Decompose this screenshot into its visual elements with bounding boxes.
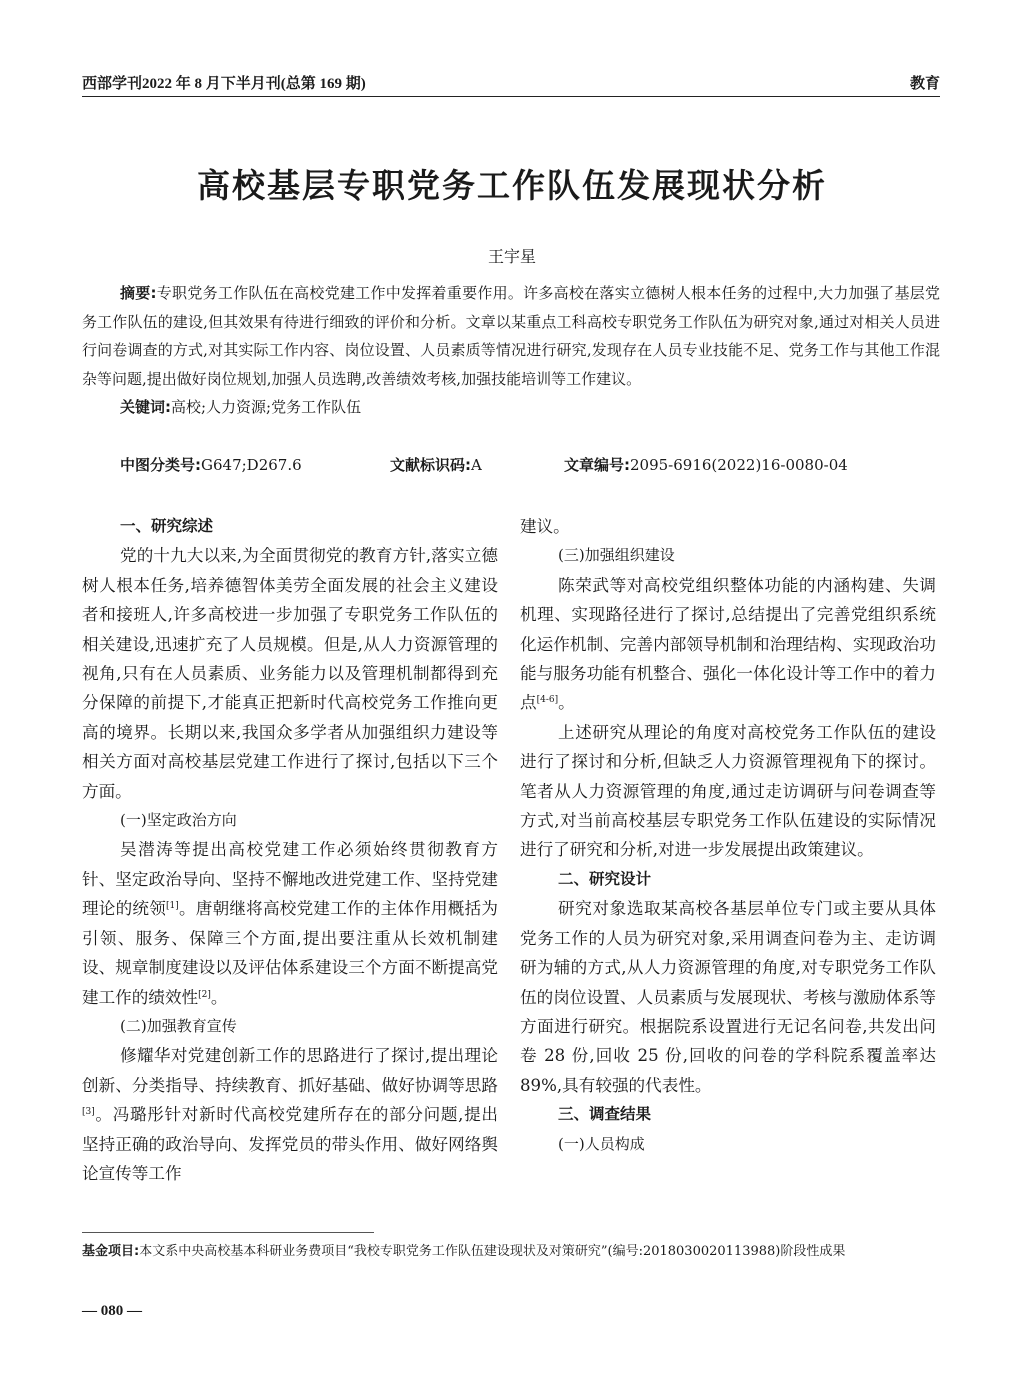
citation: [4-6] bbox=[536, 695, 559, 706]
section-heading-1: 一、研究综述 bbox=[120, 517, 214, 535]
section-heading-2: 二、研究设计 bbox=[558, 869, 652, 888]
abstract-block bbox=[82, 279, 940, 422]
citation: [3] bbox=[82, 1107, 95, 1118]
left-column bbox=[82, 512, 498, 1188]
page-number: — 080 — bbox=[82, 1303, 142, 1319]
subheading: (二)加强教育宣传 bbox=[120, 1016, 237, 1035]
abstract-label: 摘要: bbox=[120, 284, 157, 302]
paragraph: 陈荣武等对高校党组织整体功能的内涵构建、失调机理、实现路径进行了探讨,总结提出了完善党组织系统化运作机制、完善内部领导机制和治理结构、实现政治功能与服务功能有机整合、强化一体化设计等工作中的着力点[4-6]。 bbox=[520, 575, 936, 713]
right-column bbox=[520, 512, 936, 1159]
footnote-rule bbox=[82, 1232, 374, 1233]
keywords-text: 高校;人力资源;党务工作队伍 bbox=[171, 398, 362, 417]
section-heading-3: 三、调查结果 bbox=[558, 1105, 652, 1124]
abstract-text: 专职党务工作队伍在高校党建工作中发挥着重要作用。许多高校在落实立德树人根本任务的过程中,大力加强了基层党务工作队伍的建设,但其效果有待进行细致的评价和分析。文章以某重点工科高校专职党务工作队伍为研究对象,通过对相关人员进行问卷调查的方式,对其实际工作内容、岗位设置、人员素质等情况进行研究,发现存在人员专业技能不足、党务工作与其他工作混杂等问题,提出做好岗位规划,加强人员选聘,改善绩效考核,加强技能培训等工作建议。 bbox=[82, 284, 940, 388]
paragraph: 修耀华对党建创新工作的思路进行了探讨,提出理论创新、分类指导、持续教育、抓好基础、做好协调等思路[3]。冯璐彤针对新时代高校党建所存在的部分问题,提出坚持正确的政治导向、发挥党员的带头作用、做好网络舆论宣传等工作 bbox=[82, 1046, 498, 1183]
section-name: 教育 bbox=[909, 75, 940, 92]
subheading: (一)人员构成 bbox=[558, 1134, 645, 1153]
subheading: (一)坚定政治方向 bbox=[120, 811, 237, 830]
abstract bbox=[82, 279, 940, 393]
subheading: (三)加强组织建设 bbox=[558, 546, 675, 565]
header-rule bbox=[82, 96, 940, 97]
journal-issue: 西部学刊2022 年 8 月下半月刊(总第 169 期) bbox=[82, 76, 366, 92]
citation: [1] bbox=[166, 901, 179, 912]
paragraph: 上述研究从理论的角度对高校党务工作队伍的建设进行了探讨和分析,但缺乏人力资源管理视角下的探讨。笔者从人力资源管理的角度,通过走访调研与问卷调查等方式,对当前高校基层专职党务工作队伍建设的实际情况进行了研究和分析,对进一步发展提出政策建议。 bbox=[520, 722, 936, 860]
footnote-text: 本文系中央高校基本科研业务费项目“我校专职党务工作队伍建设现状及对策研究”(编号:2018030020113988)阶段性成果 bbox=[139, 1244, 846, 1259]
author-name: 王宇星 bbox=[487, 247, 536, 266]
running-header bbox=[82, 72, 940, 98]
keywords-label: 关键词: bbox=[120, 398, 171, 417]
funding-footnote bbox=[82, 1240, 940, 1263]
paragraph-continuation: 建议。 bbox=[520, 517, 570, 536]
article-title: 高校基层专职党务工作队伍发展现状分析 bbox=[197, 166, 827, 205]
keywords bbox=[82, 393, 940, 422]
article-number: 文章编号:2095-6916(2022)16-0080-04 bbox=[564, 456, 848, 474]
paragraph: 研究对象选取某高校各基层单位专门或主要从具体党务工作的人员为研究对象,采用调查问卷为主、走访调研为辅的方式,从人力资源管理的角度,对专职党务工作队伍的岗位设置、人员素质与发展现状、考核与激励体系等方面进行研究。根据院系设置进行无记名问卷,共发出问卷 28 份,回收 25 份,回收的问卷的学科院系覆盖率达 89%,具有较强的代表性。 bbox=[520, 899, 936, 1095]
document-code: 文献标识码:A bbox=[390, 456, 482, 474]
clc-code: 中图分类号:G647;D267.6 bbox=[120, 456, 302, 474]
paragraph: 党的十九大以来,为全面贯彻党的教育方针,落实立德树人根本任务,培养德智体美劳全面发展的社会主义建设者和接班人,许多高校进一步加强了专职党务工作队伍的相关建设,迅速扩充了人员规模。但是,从人力资源管理的视角,只有在人员素质、业务能力以及管理机制都得到充分保障的前提下,才能真正把新时代高校党务工作推向更高的境界。长期以来,我国众多学者从加强组织力建设等相关方面对高校基层党建工作进行了探讨,包括以下三个方面。 bbox=[82, 546, 498, 801]
paragraph: 吴潜涛等提出高校党建工作必须始终贯彻教育方针、坚定政治导向、坚持不懈地改进党建工作、坚持党建理论的统领[1]。唐朝继将高校党建工作的主体作用概括为引领、服务、保障三个方面,提出要注重从长效机制建设、规章制度建设以及评估体系建设三个方面不断提高党建工作的绩效性[2]。 bbox=[82, 840, 499, 1007]
footnote-label: 基金项目: bbox=[82, 1244, 140, 1259]
citation: [2] bbox=[198, 989, 211, 1000]
